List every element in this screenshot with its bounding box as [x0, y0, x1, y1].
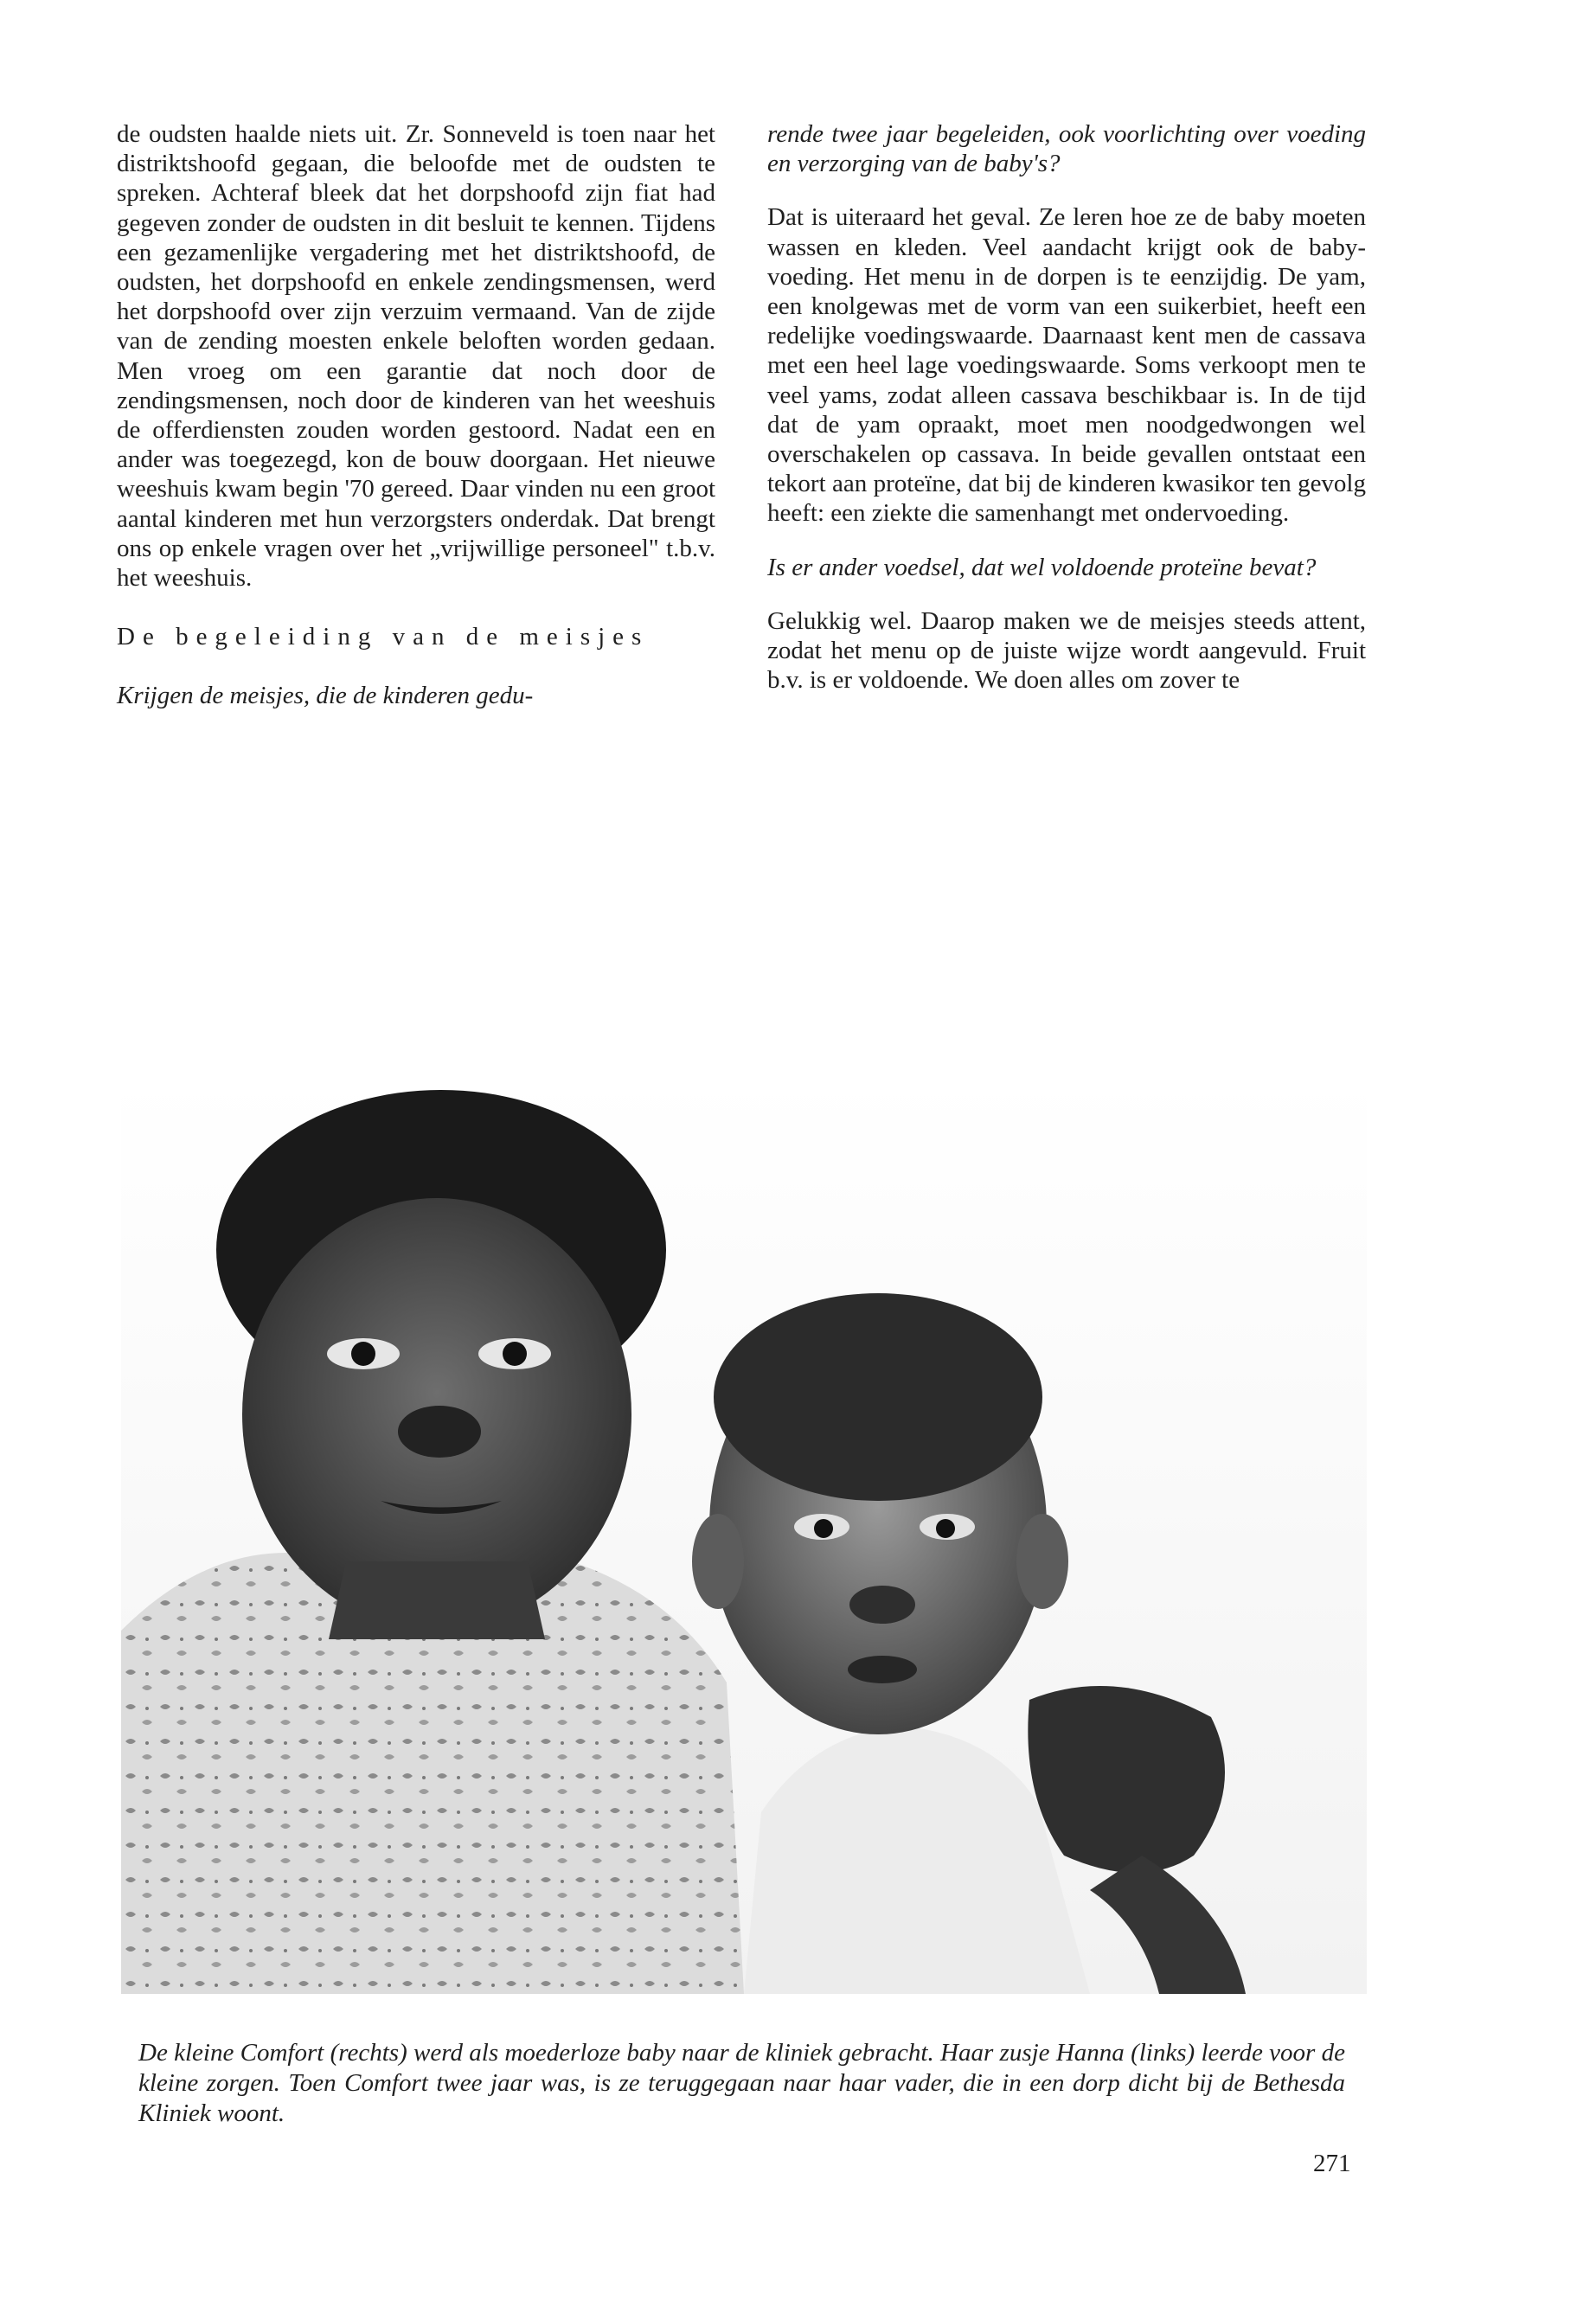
interview-question: rende twee jaar begeleiden, ook voorlichting over voeding en verzorging van de baby's?: [767, 120, 1366, 178]
right-column: [767, 119, 1366, 695]
page-number: 271: [1313, 2150, 1351, 2177]
section-heading: De begeleiding van de meisjes: [117, 623, 650, 651]
body-paragraph: Gelukkig wel. Daarop maken we de meisjes steeds attent, zodat het menu op de juiste wijze wordt aangevuld. Fruit b.v. is er voldoende. We doen alles om zover te: [767, 606, 1366, 695]
body-paragraph: de oudsten haalde niets uit. Zr. Sonneveld is toen naar het distriktshoofd gegaan, die beloofde met de oudsten te spreken. Achteraf bleek dat het dorpshoofd zijn fiat had gegeven zonder de oudsten in dit besluit te kennen. Tijdens een gezamenlijke vergadering met het distriktshoofd, de oudsten, het dorpshoofd en enkele zendingsmensen, werd het dorpshoofd over zijn verzuim vermaand. Van de zijde van de zending moesten enkele beloften worden gedaan. Men vroeg om een garantie dat noch door de zendingsmensen, noch door de kinderen van het weeshuis de offerdiensten zouden worden gestoord. Nadat een en ander was toegezegd, kon de bouw doorgaan. Het nieuwe weeshuis kwam begin '70 gereed. Daar vinden nu een groot aantal kinderen met hun verzorgsters onderdak. Dat brengt ons op enkele vragen over het „vrijwillige personeel" t.b.v. het weeshuis.: [117, 120, 715, 593]
interview-question: Is er ander voedsel, dat wel voldoende proteïne bevat?: [767, 553, 1317, 581]
photo-woman-and-child: [121, 1077, 1367, 1994]
left-column: [117, 119, 715, 710]
interview-question: Krijgen de meisjes, die de kinderen gedu-: [117, 682, 534, 710]
body-paragraph: Dat is uiteraard het geval. Ze leren hoe ze de baby moeten wassen en kleden. Veel aandacht krijgt ook de baby-voeding. Het menu in de dorpen is te eenzijdig. De yam, een knolgewas met de vorm van een suikerbiet, heeft een redelijke voedingswaarde. Daarnaast kent men de cassava met een heel lage voedingswaarde. Soms verkoopt men te veel yams, zodat alleen cassava beschikbaar is. In de tijd dat de yam opraakt, moet men noodgedwongen wel overschakelen op cassava. In beide gevallen ontstaat een tekort aan proteïne, dat bij de kinderen kwasikor ten gevolg heeft: een ziekte die samenhangt met ondervoeding.: [767, 203, 1366, 528]
photo-caption: De kleine Comfort (rechts) werd als moederloze baby naar de kliniek gebracht. Haar zusje Hanna (links) leerde voor de kleine zorgen. Toen Comfort twee jaar was, is ze teruggegaan naar haar vader, die in een dorp dicht bij de Bethesda Kliniek woont.: [138, 2039, 1345, 2127]
